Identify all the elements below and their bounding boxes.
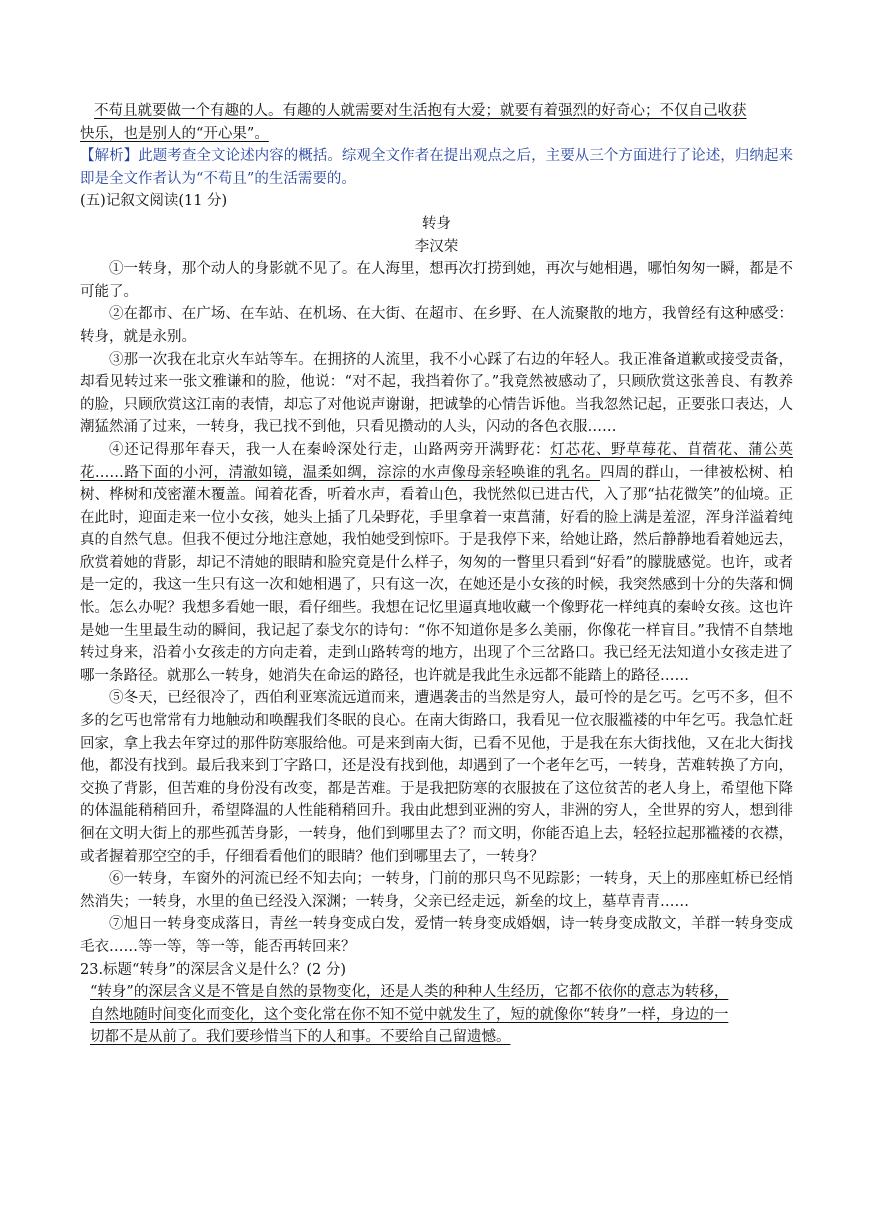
previous-answer (80, 100, 793, 145)
paragraph-2: ②在都市、在广场、在车站、在机场、在大街、在超市、在乡野、在人流聚散的地方，我曾经有这种感受：转身，就是永别。 (80, 306, 793, 345)
paragraph-3: ③那一次我在北京火车站等车。在拥挤的人流里，我不小心踩了右边的年轻人。我正准备道歉或接受责备，却看见转过来一张文雅谦和的脸，他说：“对不起，我挡着你了。”我竟然被感动了，只顾欣赏这张善良、有教养的脸，只顾欣赏这江南的表情，却忘了对他说声谢谢，把诚挚的心情告诉他。当我忽然记起，正要张口表达，人潮猛然涌了过来，一转身，我已找不到他，只看见攒动的人头，闪动的各色衣服…… (80, 351, 793, 436)
previous-analysis: 【解析】此题考查全文论述内容的概括。综观全文作者在提出观点之后，主要从三个方面进行了论述，归纳起来即是全文作者认为“不苟且”的生活需要的。 (80, 148, 793, 187)
previous-answer-line2: 快乐，也是别人的“开心果”。 (80, 125, 269, 142)
paragraph-4 (80, 439, 793, 688)
paragraph-4-intro: ④还记得那年春天，我一人在秦岭深处行走，山路两旁开满野花： (109, 441, 551, 458)
article-author: 李汉荣 (414, 238, 459, 255)
article-title: 转身 (422, 215, 451, 232)
paragraph-4-underlined: 灯芯花、野草莓花、苜蓿花、蒲公英花……路下面的小河，清澈如镜，温柔如绸，淙淙的水声像母亲轻唤谁的乳名。 (80, 441, 794, 481)
question-23-answer-line2: 自然地随时间变化而变化，这个变化常在你不知不觉中就发生了，短的就像你“转身”一样，身边的一 (90, 1006, 729, 1023)
paragraph-5: ⑤冬天，已经很冷了，西伯利亚寒流远道而来，遭遇袭击的当然是穷人，最可怜的是乞丐。乞丐不多，但不多的乞丐也常常有力地触动和唤醒我们冬眠的良心。在南大街路口，我看见一位衣服褴褛的中年乞丐。我急忙赶回家，拿上我去年穿过的那件防寒服给他。可是来到南大街，已看不见他，于是我在东大街找他，又在北大街找他，都没有找到。最后我来到丁字路口，还是没有找到他，却遇到了一个老年乞丐，一转身，苦难转换了方向，交换了背影，但苦难的身份没有改变，都是苦难。于是我把防寒的衣服披在了这位贫苦的老人身上，希望他下降的体温能稍稍回升，希望降温的人性能稍稍回升。我由此想到亚洲的穷人，非洲的穷人，全世界的穷人，想到徘徊在文明大街上的那些孤苦身影，一转身，他们到哪里去了？而文明，你能否追上去，轻轻拉起那褴褛的衣襟，或者握着那空空的手，仔细看看他们的眼睛？他们到哪里去了，一转身？ (80, 690, 793, 865)
document-content (80, 100, 793, 1049)
question-23: 23.标题“转身”的深层含义是什么？(2 分) (80, 961, 347, 978)
question-23-answer-line3: 切都不是从前了。我们要珍惜当下的人和事。不要给自己留遗憾。 (90, 1029, 511, 1046)
question-23-answer-line1: “转身”的深层含义是不管是自然的景物变化，还是人类的种种人生经历，它都不依你的意志为转移， (90, 984, 729, 1001)
paragraph-1: ①一转身，那个动人的身影就不见了。在人海里，想再次打捞到她，再次与她相遇，哪怕匆匆一瞬，都是不可能了。 (80, 261, 793, 300)
paragraph-4-rest: 四周的群山，一律被松树、柏树、桦树和茂密灌木覆盖。闻着花香，听着水声，看着山色，我恍然似已进古代，入了那“拈花微笑”的仙境。正在此时，迎面走来一位小女孩，她头上插了几朵野花，手里拿着一束菖蒲，好看的脸上满是羞涩，浑身洋溢着纯真的自然气息。但我不便过分地注意她，我怕她受到惊吓。于是我停下来，给她让路，然后静静地看着她远去，欣赏着她的背影，却记不清她的眼睛和脸究竟是什么样子，匆匆的一瞥里只看到“好看”的朦胧感觉。也许，或者是一定的，我这一生只有这一次和她相遇了，只有这一次，在她还是小女孩的时候，我突然感到十分的失落和惆怅。怎么办呢？我想多看她一眼，看仔细些。我想在记忆里逼真地收藏一个像野花一样纯真的秦岭女孩。这也许是她一生里最生动的瞬间，我记起了泰戈尔的诗句：“你不知道你是多么美丽，你像花一样盲目。”我情不自禁地转过身来，沿着小女孩走的方向走着，走到山路转弯的地方，出现了个三岔路口。我已经无法知道小女孩走进了哪一条路径。就那么一转身，她消失在命运的路径，也许就是我此生永远都不能踏上的路径…… (80, 464, 793, 684)
question-23-answer (80, 981, 793, 1049)
previous-answer-line1: 不苟且就要做一个有趣的人。有趣的人就需要对生活抱有大爱；就要有着强烈的好奇心；不仅自己收获 (94, 103, 747, 119)
paragraph-6: ⑥一转身，车窗外的河流已经不知去向；一转身，门前的那只鸟不见踪影；一转身，天上的那座虹桥已经悄然消失；一转身，水里的鱼已经没入深渊；一转身，父亲已经走远，新垒的坟上，墓草青青…… (80, 871, 793, 910)
paragraph-7: ⑦旭日一转身变成落日，青丝一转身变成白发，爱情一转身变成婚姻，诗一转身变成散文，羊群一转身变成毛衣……等一等，等一等，能否再转回来？ (80, 916, 793, 955)
section-title: (五)记叙文阅读(11 分) (80, 193, 228, 210)
